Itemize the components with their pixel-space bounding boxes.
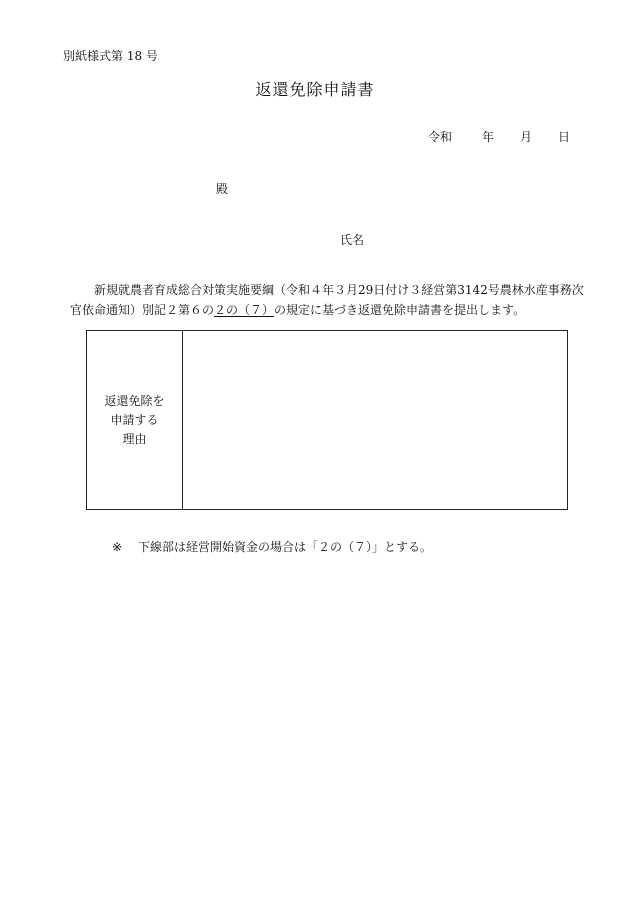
date-line [428, 128, 570, 145]
reason-label-line-1: 返還免除を [104, 393, 165, 408]
reason-label-cell [87, 331, 183, 509]
statement-underlined-clause: ２の（７） [214, 303, 275, 317]
note-mark: ※ [112, 540, 123, 554]
statement-part1: 新規就農者育成総合対策実施要綱（令和４年３月29日付け３経営第3142号農林水産事務次官依命通知）別記２第６の [70, 283, 584, 317]
date-month-unit: 月 [520, 130, 533, 144]
reason-table [86, 330, 568, 510]
date-day-unit: 日 [558, 130, 571, 144]
reason-label-line-2: 申請する [110, 412, 159, 427]
statement-part2: の規定に基づき返還免除申請書を提出します。 [274, 303, 526, 317]
addressee-suffix: 殿 [216, 182, 229, 196]
applicant-name-label: 氏名 [340, 233, 365, 247]
reason-label-line-3: 理由 [122, 431, 147, 446]
footnote [112, 538, 432, 555]
date-era: 令和 [428, 130, 453, 144]
document-title: 返還免除申請書 [255, 80, 375, 99]
application-statement [70, 280, 590, 320]
date-year-unit: 年 [482, 130, 495, 144]
form-number: 別紙様式第 18 号 [63, 49, 158, 63]
reason-input-field[interactable] [183, 331, 567, 509]
note-text: 下線部は経営開始資金の場合は「２の（７）」とする。 [138, 540, 433, 554]
